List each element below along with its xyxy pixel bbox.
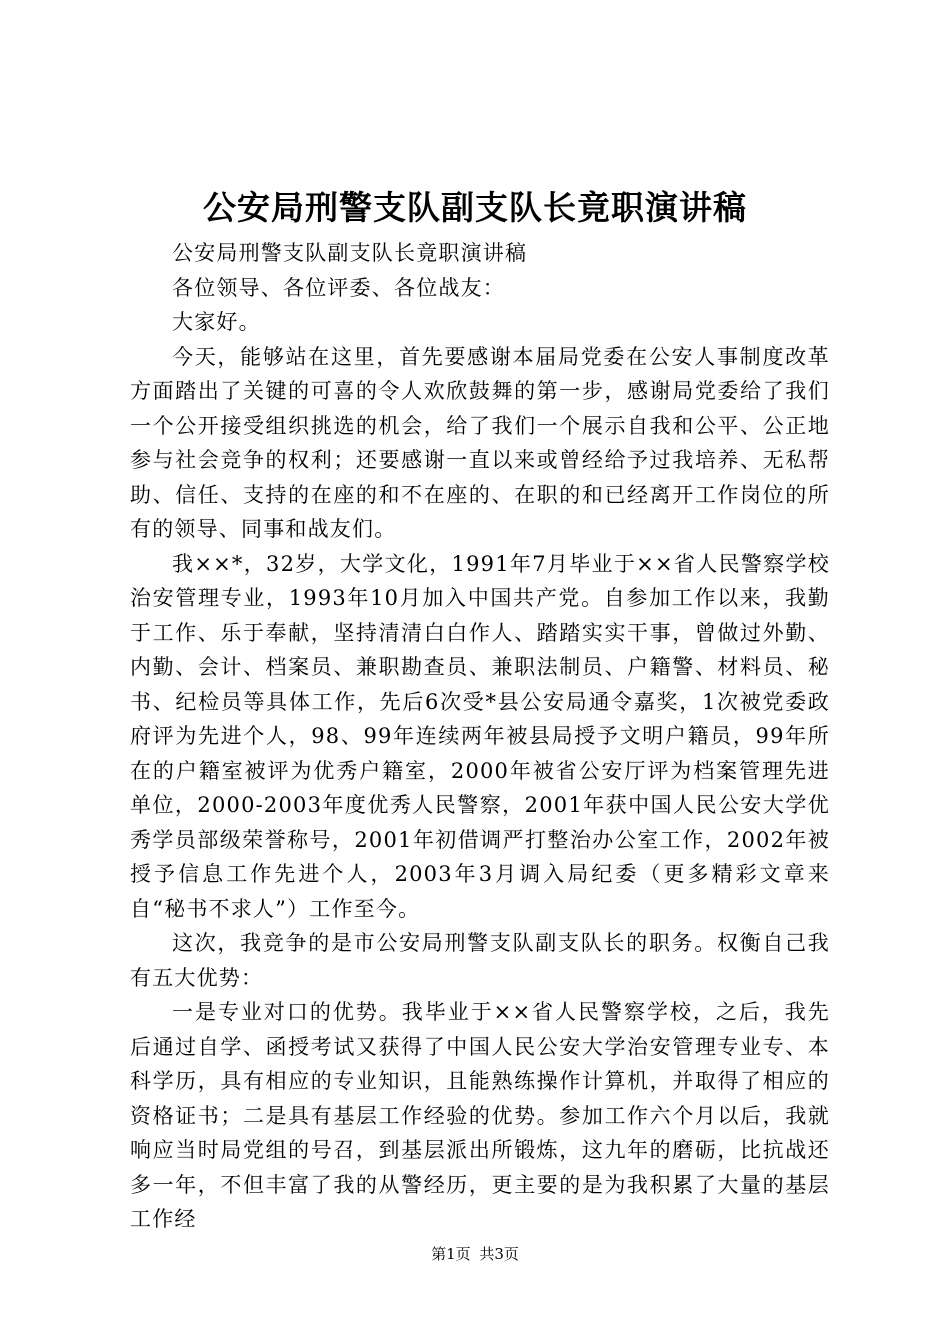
page-total: 共3页 bbox=[479, 1245, 519, 1263]
page-number: 第1页 bbox=[431, 1245, 471, 1263]
document-body bbox=[130, 236, 830, 1237]
document-title: 公安局刑警支队副支队长竟职演讲稿 bbox=[203, 188, 747, 227]
paragraph-greeting: 大家好。 bbox=[172, 310, 261, 334]
paragraph-thanks: 今天，能够站在这里，首先要感谢本届局党委在公安人事制度改革方面踏出了关键的可喜的令人欢欣鼓舞的第一步，感谢局党委给了我们一个公开接受组织挑选的机会，给了我们一个展示自我和公平、公正地参与社会竞争的权利；还要感谢一直以来或曾经给予过我培养、无私帮助、信任、支持的在座的和不在座的、在职的和已经离开工作岗位的所有的领导、同事和战友们。 bbox=[130, 344, 830, 541]
paragraph-subtitle: 公安局刑警支队副支队长竟职演讲稿 bbox=[172, 241, 528, 265]
paragraph-self-introduction: 我××*，32岁，大学文化，1991年7月毕业于××省人民警察学校治安管理专业，1993年10月加入中国共产党。自参加工作以来，我勤于工作、乐于奉献，坚持清清白白作人、踏踏实实干事，曾做过外勤、内勤、会计、档案员、兼职勘查员、兼职法制员、户籍警、材料员、秘书、纪检员等具体工作，先后6次受*县公安局通令嘉奖，1次被党委政府评为先进个人，98、99年连续两年被县局授予文明户籍员，99年所在的户籍室被评为优秀户籍室，2000年被省公安厅评为档案管理先进单位，2000-2003年度优秀人民警察，2001年获中国人民公安大学优秀学员部级荣誉称号，2001年初借调严打整治办公室工作，2002年被授予信息工作先进个人，2003年3月调入局纪委（更多精彩文章来自“秘书不求人”）工作至今。 bbox=[130, 551, 830, 921]
paragraph-position: 这次，我竞争的是市公安局刑警支队副支队长的职务。权衡自己我有五大优势： bbox=[130, 931, 830, 990]
page-footer bbox=[0, 1244, 950, 1264]
paragraph-salutation: 各位领导、各位评委、各位战友： bbox=[172, 275, 505, 300]
paragraph-advantages: 一是专业对口的优势。我毕业于××省人民警察学校，之后，我先后通过自学、函授考试又获得了中国人民公安大学治安管理专业专、本科学历，具有相应的专业知识，且能熟练操作计算机，并取得了相应的资格证书；二是具有基层工作经验的优势。参加工作六个月以后，我就响应当时局党组的号召，到基层派出所锻炼，这九年的磨砺，比抗战还多一年，不但丰富了我的从警经历，更主要的是为我积累了大量的基层工作经 bbox=[130, 1000, 830, 1231]
